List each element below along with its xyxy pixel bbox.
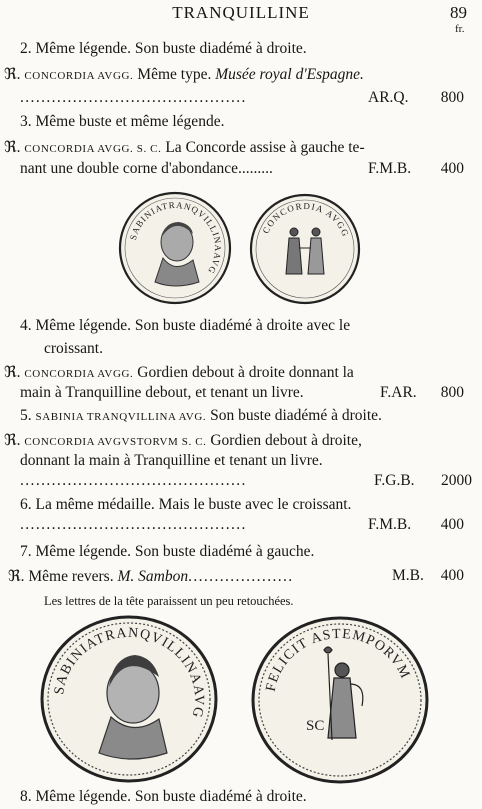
collection-name: Musée royal d'Espagne. xyxy=(215,66,364,83)
entry-text: 2. Même légende. Son buste diadémé à droite. xyxy=(20,40,307,57)
price: 400 xyxy=(440,567,464,584)
reverse-marker: ℜ. xyxy=(4,364,21,381)
entry-text: 3. Même buste et même légende. xyxy=(20,113,225,130)
leader-dots: .................... xyxy=(188,568,294,585)
reverse-marker: ℜ. xyxy=(4,432,21,449)
footnote: Les lettres de la tête paraissent un peu retouchées. xyxy=(44,594,294,608)
coin-field-letters: SC xyxy=(306,718,325,734)
metal-size: F.M.B. xyxy=(368,516,412,533)
coin-legend: SABINIATRANQVILLINAAVG xyxy=(52,625,207,720)
obverse-legend: SABINIA TRANQVILLINA AVG. xyxy=(35,411,207,423)
entry-number: 5. xyxy=(20,407,36,424)
entry-text: Même revers. xyxy=(24,568,118,585)
page-running-title: TRANQUILLINE xyxy=(172,3,310,22)
entry-text: main à Tranquilline debout, et tenant un livre. xyxy=(20,384,304,401)
entry-text: Gordien debout à droite donnant la xyxy=(133,364,354,381)
metal-size: F.G.B. xyxy=(374,472,415,489)
entry-text: 4. Même légende. Son buste diadémé à droite avec le xyxy=(20,317,351,334)
price: 800 xyxy=(440,384,464,401)
small-coin-obverse xyxy=(117,190,233,306)
entry-text: La Concorde assise à gauche te- xyxy=(161,139,365,156)
leader-dots: ........................................... xyxy=(20,516,247,533)
coin-legend: CONCORDIA AVGG xyxy=(260,200,352,239)
collection-name: M. Sambon xyxy=(117,568,189,585)
entry-text: Même type. xyxy=(133,66,216,83)
reverse-marker: ℜ. xyxy=(4,66,21,83)
price: 800 xyxy=(440,89,464,106)
reverse-marker: ℜ. xyxy=(4,139,21,156)
price: 400 xyxy=(440,516,464,533)
leader-dots: ........................................... xyxy=(20,472,247,489)
coin-legend: SABINIATRANQVILLINAAVG xyxy=(127,199,224,277)
entry-text: nant une double corne d'abondance......... xyxy=(20,160,273,177)
large-coin-reverse xyxy=(250,614,430,786)
entry-text: 8. Même légende. Son buste diadémé à droite. xyxy=(20,788,307,805)
entry-text: 7. Même légende. Son buste diadémé à gauche. xyxy=(20,543,315,560)
reverse-legend: CONCORDIA AVGG. xyxy=(24,368,134,380)
entry-text: Son buste diadémé à droite. xyxy=(206,407,382,424)
entry-text: 6. La même médaille. Mais le buste avec le croissant. xyxy=(20,496,352,513)
small-coin-reverse xyxy=(248,192,362,306)
reverse-legend: CONCORDIA AVGG. xyxy=(24,70,134,82)
reverse-legend: CONCORDIA AVGVSTORVM S. C. xyxy=(24,436,207,448)
page-number: 89 xyxy=(450,3,467,22)
metal-size: F.AR. xyxy=(380,384,417,401)
metal-size: AR.Q. xyxy=(368,89,409,106)
price: 2000 xyxy=(441,472,472,489)
price: 400 xyxy=(440,160,464,177)
coin-legend: FELICIT ASTEMPORVM xyxy=(263,626,413,693)
metal-size: M.B. xyxy=(392,567,424,584)
reverse-marker: ℜ. xyxy=(8,568,25,585)
reverse-legend: CONCORDIA AVGG. S. C. xyxy=(24,143,162,155)
entry-text: Gordien debout à droite, xyxy=(206,432,362,449)
price-unit: fr. xyxy=(455,23,465,35)
entry-text: donnant la main à Tranquilline et tenant un livre. xyxy=(20,452,323,469)
entry-text: croissant. xyxy=(44,340,103,357)
leader-dots: ........................................... xyxy=(20,89,247,106)
large-coin-obverse xyxy=(39,613,219,785)
metal-size: F.M.B. xyxy=(368,160,412,177)
